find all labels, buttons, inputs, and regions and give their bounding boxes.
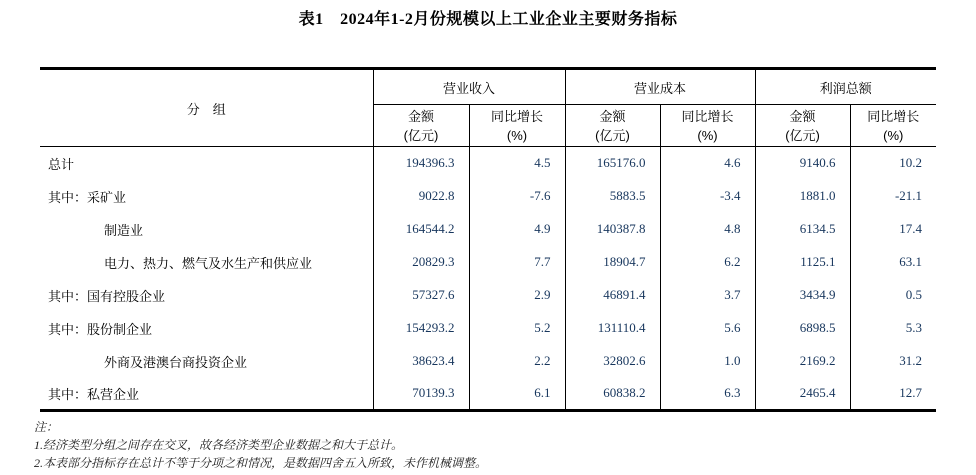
cell-profit-growth: 0.5 <box>850 279 936 312</box>
notes <box>34 418 487 472</box>
cell-revenue-amount: 194396.3 <box>373 147 469 180</box>
column-header-revenue-growth <box>469 105 565 147</box>
cell-profit-amount: 6134.5 <box>755 213 850 246</box>
column-header-group: 分 组 <box>40 69 373 147</box>
cell-profit-amount: 2169.2 <box>755 345 850 378</box>
cell-cost-growth: 4.6 <box>660 147 755 180</box>
cell-revenue-growth: 2.9 <box>469 279 565 312</box>
table-row <box>40 345 936 378</box>
cell-profit-growth: 17.4 <box>850 213 936 246</box>
table-row <box>40 378 936 411</box>
row-label: 其中：股份制企业 <box>48 321 153 337</box>
table-row <box>40 312 936 345</box>
subheader-line: (亿元) <box>595 127 630 143</box>
cell-revenue-amount: 38623.4 <box>373 345 469 378</box>
cell-profit-growth: 5.3 <box>850 312 936 345</box>
cell-cost-growth: -3.4 <box>660 180 755 213</box>
subheader-line: (亿元) <box>403 127 439 143</box>
row-label: 外商及港澳台商投资企业 <box>104 354 248 370</box>
subheader-line: (亿元) <box>785 127 820 143</box>
cell-profit-amount: 1881.0 <box>755 180 850 213</box>
cell-revenue-growth: 6.1 <box>469 378 565 411</box>
note-item: 1.经济类型分组之间存在交叉，故各经济类型企业数据之和大于总计。 <box>34 438 404 452</box>
table-row <box>40 279 936 312</box>
cell-cost-amount: 60838.2 <box>565 378 660 411</box>
cell-profit-amount: 3434.9 <box>755 279 850 312</box>
cell-cost-growth: 6.2 <box>660 246 755 279</box>
table-header <box>40 69 936 147</box>
cell-revenue-growth: 5.2 <box>469 312 565 345</box>
cell-cost-amount: 32802.6 <box>565 345 660 378</box>
row-label: 其中：采矿业 <box>48 189 127 205</box>
table-row <box>40 180 936 213</box>
column-header-cost: 营业成本 <box>565 69 755 105</box>
row-label: 其中：私营企业 <box>48 386 140 402</box>
cell-cost-amount: 165176.0 <box>565 147 660 180</box>
subheader-line: 同比增长 <box>681 108 734 124</box>
cell-cost-growth: 6.3 <box>660 378 755 411</box>
cell-profit-growth: 12.7 <box>850 378 936 411</box>
table-row <box>40 213 936 246</box>
cell-cost-growth: 3.7 <box>660 279 755 312</box>
cell-cost-amount: 5883.5 <box>565 180 660 213</box>
table-row <box>40 246 936 279</box>
column-header-profit-growth <box>850 105 936 147</box>
header-group-row <box>40 69 936 105</box>
cell-revenue-amount: 20829.3 <box>373 246 469 279</box>
cell-revenue-growth: 2.2 <box>469 345 565 378</box>
cell-revenue-growth: -7.6 <box>469 180 565 213</box>
page-title: 表1 2024年1-2月份规模以上工业企业主要财务指标 <box>298 11 678 28</box>
subheader-line: (%) <box>883 127 904 143</box>
column-header-cost-growth <box>660 105 755 147</box>
table-row <box>40 147 936 180</box>
subheader-line: 同比增长 <box>491 108 544 124</box>
financial-indicators-table <box>40 67 936 412</box>
subheader-line: (%) <box>506 127 528 143</box>
row-label: 电力、热力、燃气及水生产和供应业 <box>104 255 313 271</box>
cell-revenue-amount: 164544.2 <box>373 213 469 246</box>
cell-profit-amount: 1125.1 <box>755 246 850 279</box>
cell-revenue-growth: 4.5 <box>469 147 565 180</box>
table-body <box>40 147 936 411</box>
cell-profit-growth: -21.1 <box>850 180 936 213</box>
note-heading: 注： <box>34 420 59 434</box>
cell-revenue-amount: 9022.8 <box>373 180 469 213</box>
column-header-profit: 利润总额 <box>755 69 936 105</box>
row-label: 其中：国有控股企业 <box>48 288 166 304</box>
cell-profit-growth: 31.2 <box>850 345 936 378</box>
cell-profit-amount: 6898.5 <box>755 312 850 345</box>
cell-profit-growth: 10.2 <box>850 147 936 180</box>
cell-revenue-growth: 7.7 <box>469 246 565 279</box>
row-label: 总计 <box>48 156 75 172</box>
note-item: 2.本表部分指标存在总计不等于分项之和情况，是数据四舍五入所致，未作机械调整。 <box>34 456 488 470</box>
cell-profit-amount: 2465.4 <box>755 378 850 411</box>
cell-cost-growth: 4.8 <box>660 213 755 246</box>
column-header-cost-amount <box>565 105 660 147</box>
cell-cost-growth: 5.6 <box>660 312 755 345</box>
column-header-revenue: 营业收入 <box>373 69 565 105</box>
subheader-line: 同比增长 <box>867 108 920 124</box>
subheader-line: 金额 <box>407 108 434 124</box>
cell-revenue-growth: 4.9 <box>469 213 565 246</box>
subheader-line: (%) <box>697 127 718 143</box>
cell-revenue-amount: 57327.6 <box>373 279 469 312</box>
subheader-line: 金额 <box>599 108 626 124</box>
column-header-revenue-amount <box>373 105 469 147</box>
cell-cost-growth: 1.0 <box>660 345 755 378</box>
cell-revenue-amount: 70139.3 <box>373 378 469 411</box>
subheader-line: 金额 <box>789 108 816 124</box>
cell-cost-amount: 46891.4 <box>565 279 660 312</box>
cell-cost-amount: 18904.7 <box>565 246 660 279</box>
row-label: 制造业 <box>104 222 144 238</box>
cell-profit-growth: 63.1 <box>850 246 936 279</box>
cell-revenue-amount: 154293.2 <box>373 312 469 345</box>
cell-cost-amount: 131110.4 <box>565 312 660 345</box>
column-header-profit-amount <box>755 105 850 147</box>
cell-cost-amount: 140387.8 <box>565 213 660 246</box>
cell-profit-amount: 9140.6 <box>755 147 850 180</box>
